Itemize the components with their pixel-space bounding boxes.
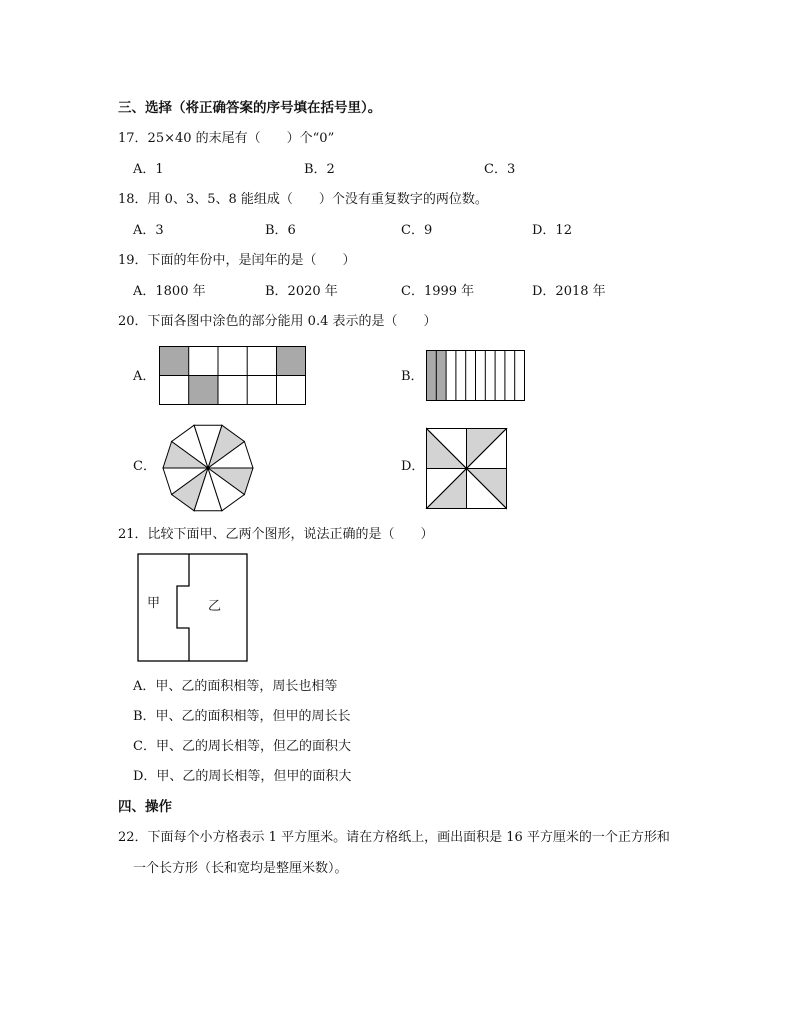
question-20-stem: 20．下面各图中涂色的部分能用 0.4 表示的是（ ） bbox=[118, 314, 437, 329]
figure-a-grid bbox=[159, 346, 307, 406]
question-19-option-a: A．1800 年 bbox=[133, 284, 206, 299]
section-3-heading: 三、选择（将正确答案的序号填在括号里）。 bbox=[118, 100, 382, 116]
question-19-option-b: B．2020 年 bbox=[265, 284, 338, 299]
figure-label-yi: 乙 bbox=[208, 599, 222, 614]
dividing-line bbox=[177, 554, 189, 661]
question-20-option-a: A． bbox=[133, 369, 156, 384]
question-18-option-b: B．6 bbox=[265, 223, 296, 238]
question-19-option-c: C．1999 年 bbox=[401, 284, 475, 299]
section-4-heading: 四、操作 bbox=[118, 799, 172, 815]
grid-shaded-cell bbox=[188, 375, 217, 404]
question-21-option-d: D．甲、乙的周长相等，但甲的面积大 bbox=[133, 769, 352, 784]
grid-shaded-cell bbox=[277, 346, 306, 375]
question-21-option-b: B．甲、乙的面积相等，但甲的周长长 bbox=[133, 709, 351, 724]
question-22-line-2: 一个长方形（长和宽均是整厘米数）。 bbox=[133, 861, 348, 876]
question-17-option-b: B．2 bbox=[304, 162, 335, 177]
question-20-option-b: B． bbox=[401, 369, 424, 384]
figure-label-jia: 甲 bbox=[147, 596, 161, 611]
question-17-option-c: C．3 bbox=[484, 162, 516, 177]
question-19-stem: 19．下面的年份中，是闰年的是（ ） bbox=[118, 253, 356, 268]
question-21-option-c: C．甲、乙的周长相等，但乙的面积大 bbox=[133, 739, 351, 754]
figure-b-strips bbox=[426, 350, 526, 402]
question-18-option-c: C．9 bbox=[401, 223, 433, 238]
question-18-stem: 18．用 0、3、5、8 能组成（ ）个没有重复数字的两位数。 bbox=[118, 192, 488, 207]
question-20-option-d: D． bbox=[401, 459, 425, 474]
question-20-option-c: C． bbox=[133, 459, 156, 474]
question-21-option-a: A．甲、乙的面积相等，周长也相等 bbox=[133, 679, 338, 694]
question-22-line-1: 22．下面每个小方格表示 1 平方厘米。请在方格纸上，画出面积是 16 平方厘米的一个正方形和 bbox=[118, 830, 670, 845]
question-21-stem: 21．比较下面甲、乙两个图形，说法正确的是（ ） bbox=[118, 527, 434, 542]
figure-c-decagon bbox=[158, 418, 258, 518]
question-18-option-a: A．3 bbox=[133, 223, 164, 238]
strip-shaded bbox=[426, 350, 446, 401]
question-18-option-d: D．12 bbox=[532, 223, 572, 238]
decagon-center-dot bbox=[206, 466, 209, 469]
question-17-option-a: A．1 bbox=[133, 162, 164, 177]
grid-shaded-cell bbox=[159, 346, 188, 375]
figure-d-square bbox=[426, 428, 508, 510]
question-17-stem: 17．25×40 的末尾有（ ）个“0” bbox=[118, 131, 335, 146]
question-19-option-d: D．2018 年 bbox=[532, 284, 606, 299]
